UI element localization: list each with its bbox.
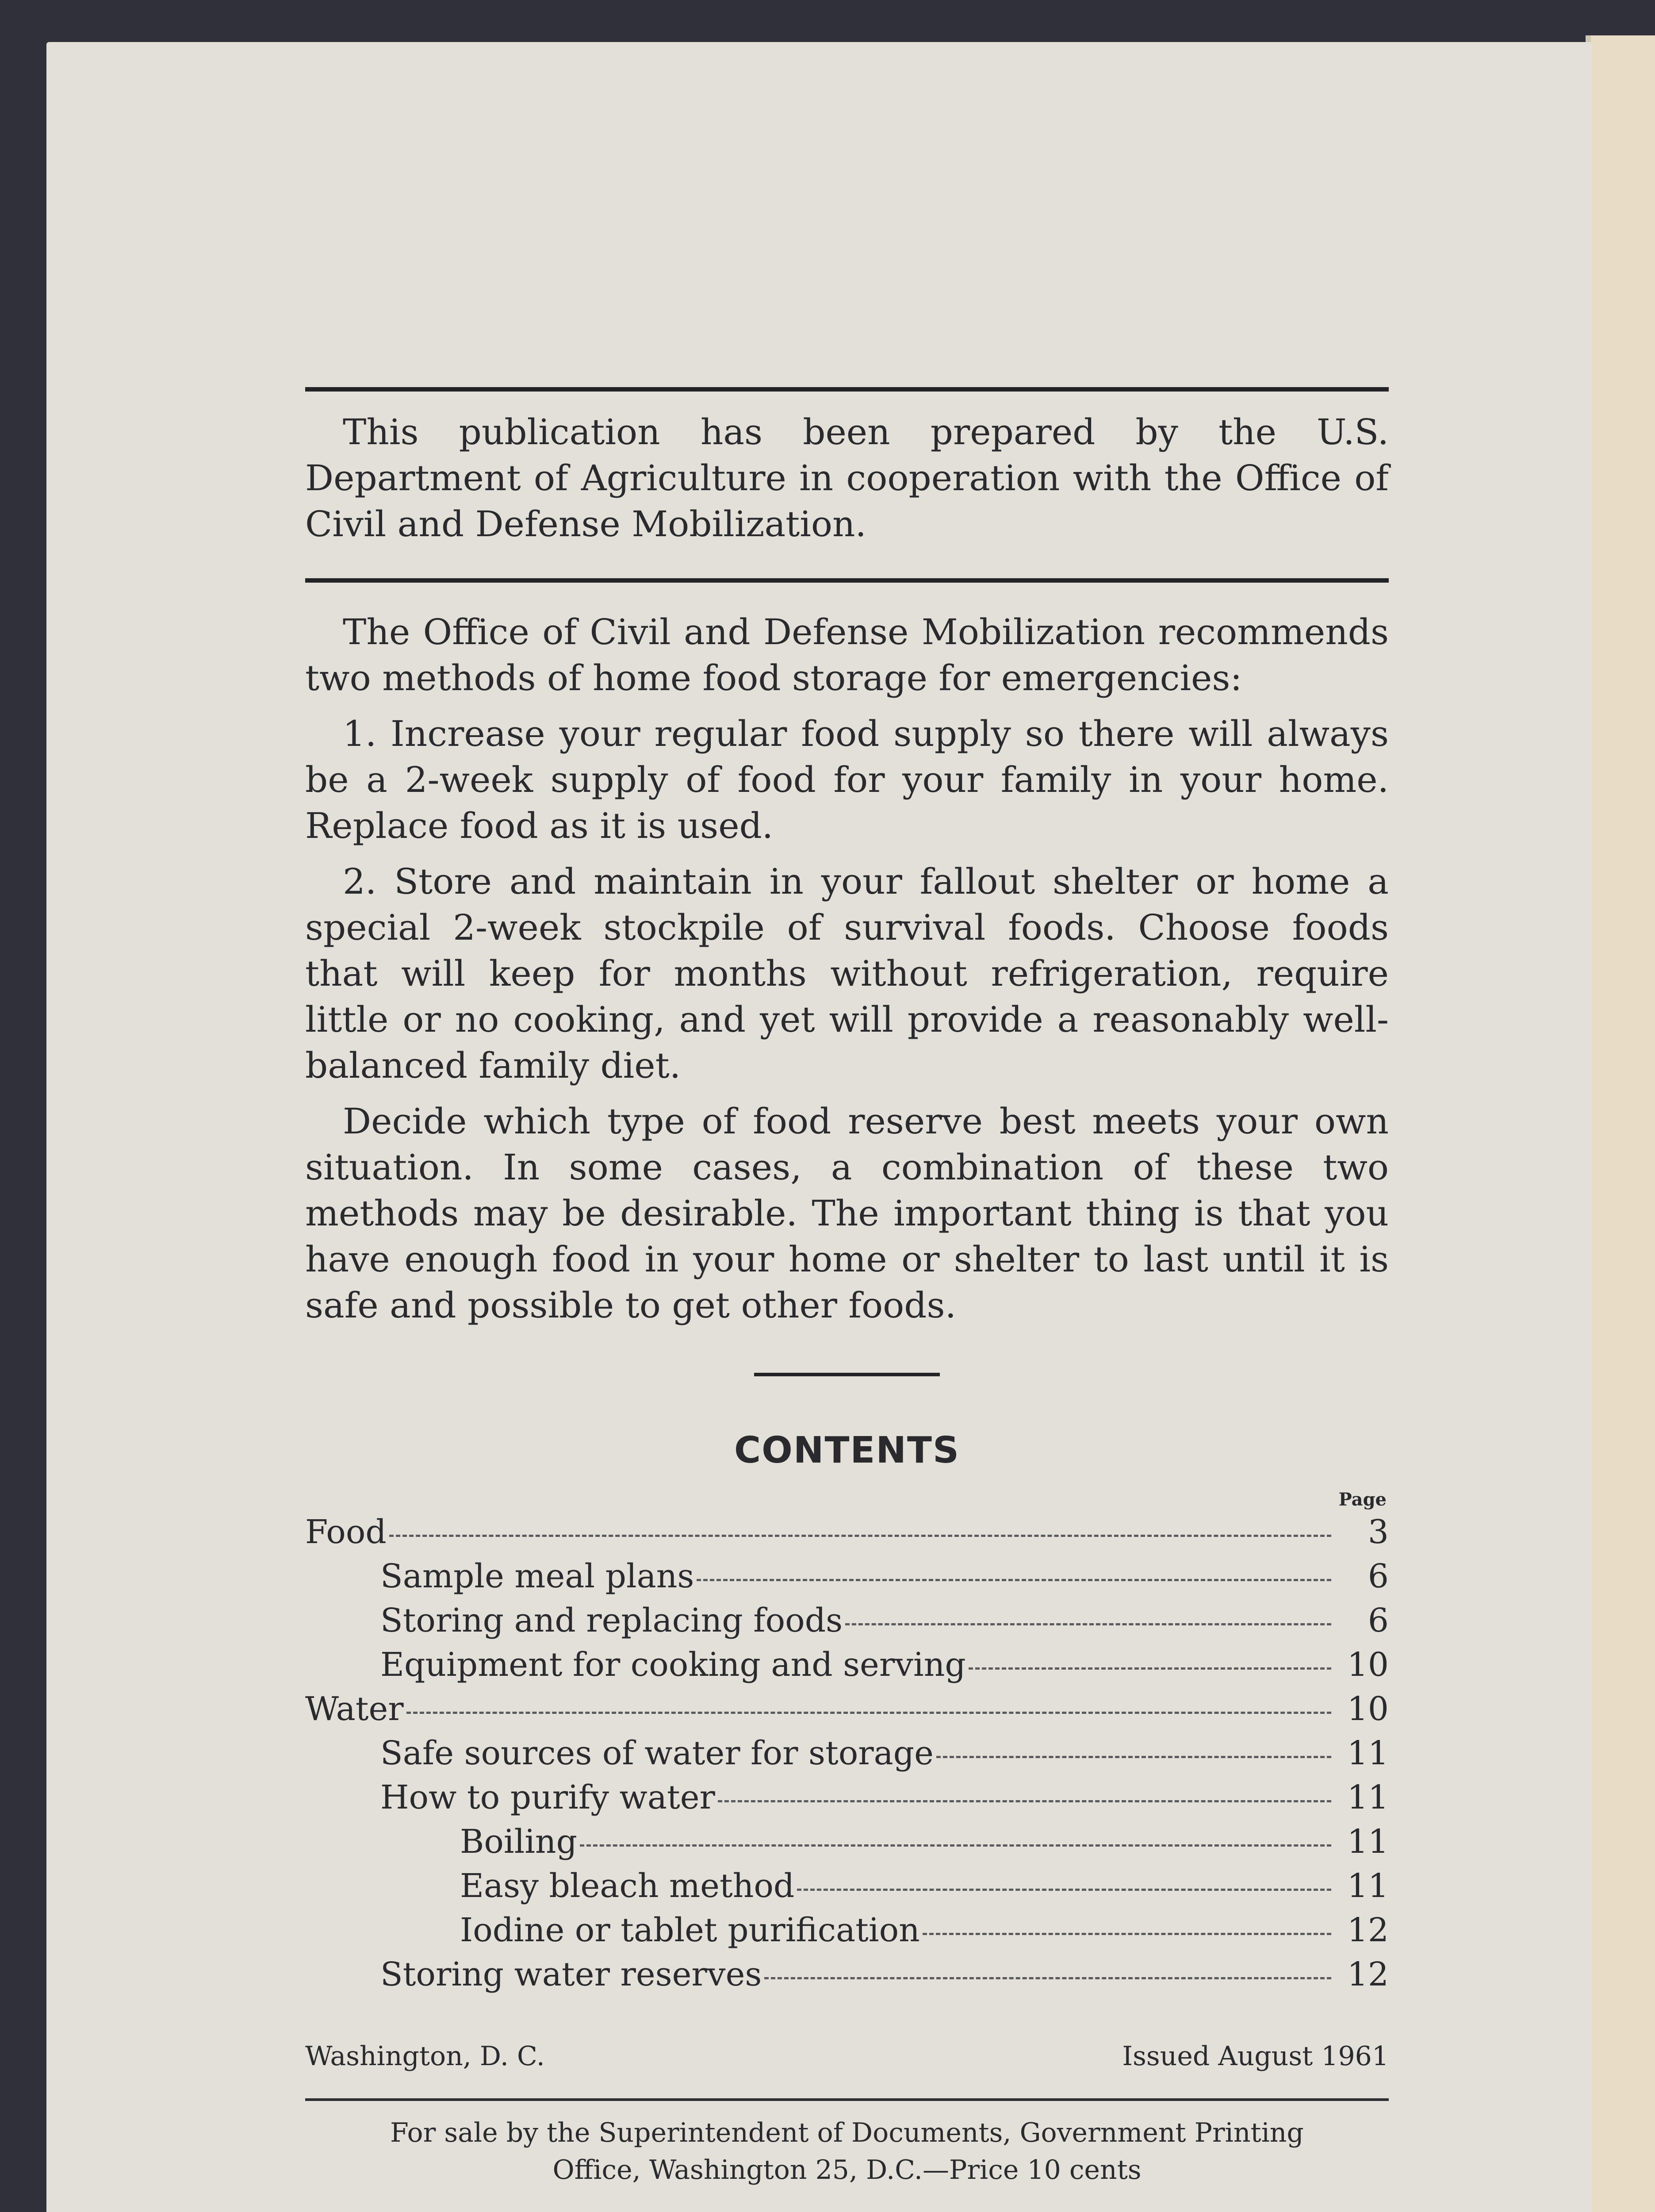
- toc-entry: [305, 1820, 1389, 1864]
- toc-entry-page: 6: [1368, 1557, 1389, 1595]
- intro-paragraph: The Office of Civil and Defense Mobilization recommends two methods of home food storage for emergencies:: [305, 611, 1389, 699]
- sale-notice: [305, 2114, 1389, 2189]
- toc-leader: [389, 1535, 1331, 1537]
- toc-entry: [305, 1643, 1389, 1687]
- toc-leader: [797, 1889, 1331, 1891]
- imprint-line: [305, 2041, 1389, 2072]
- toc-entry: [305, 1598, 1389, 1643]
- toc-leader: [845, 1623, 1331, 1625]
- contents-title: CONTENTS: [734, 1429, 960, 1471]
- toc-leader: [764, 1977, 1331, 1979]
- top-rule: [305, 387, 1389, 392]
- sale-notice-line-1: For sale by the Superintendent of Documents, Government Printing: [390, 2117, 1304, 2148]
- toc-entry-page: 6: [1368, 1601, 1389, 1640]
- toc-entry-title: Food: [305, 1513, 387, 1551]
- toc-page-header: Page: [1338, 1489, 1387, 1510]
- sale-rule: [305, 2098, 1389, 2101]
- method-2-paragraph: 2. Store and maintain in your fallout shelter or home a special 2-week stockpile of survival foods. Choose foods that will keep for months without refrigeration, require little or no cooking, and yet will provide a reasonably well-balanced family diet.: [305, 861, 1389, 1086]
- toc-entry-page: 12: [1347, 1911, 1389, 1949]
- toc-entry: [305, 1510, 1389, 1554]
- toc-entry: [305, 1687, 1389, 1731]
- toc-leader: [580, 1844, 1331, 1847]
- toc-entry-title: Iodine or tablet purification: [460, 1911, 920, 1949]
- toc-leader: [406, 1712, 1331, 1714]
- toc-leader: [969, 1667, 1331, 1670]
- toc-entry-page: 11: [1347, 1734, 1389, 1772]
- toc-entry-title: Water: [305, 1690, 404, 1728]
- toc-entry-page: 3: [1368, 1513, 1389, 1551]
- toc-leader: [718, 1800, 1331, 1802]
- page-content: [305, 387, 1389, 2189]
- toc-entry-page: 12: [1347, 1955, 1389, 1993]
- toc-entry: [305, 1908, 1389, 1952]
- credit-rule: [305, 578, 1389, 583]
- toc-entry-page: 11: [1347, 1823, 1389, 1861]
- toc-entry-page: 10: [1347, 1690, 1389, 1728]
- page-edge: [1586, 35, 1655, 2212]
- toc-leader: [697, 1579, 1331, 1581]
- toc-leader: [936, 1756, 1331, 1758]
- toc-entry: [305, 1731, 1389, 1775]
- toc-entry-title: Safe sources of water for storage: [380, 1734, 934, 1772]
- toc-entry-title: Storing and replacing foods: [380, 1601, 843, 1640]
- toc-entry-title: Storing water reserves: [380, 1955, 762, 1993]
- toc-entry: [305, 1554, 1389, 1598]
- toc-entry-page: 11: [1347, 1867, 1389, 1905]
- sale-notice-line-2: Office, Washington 25, D.C.—Price 10 cents: [552, 2154, 1142, 2185]
- toc-entry: [305, 1864, 1389, 1908]
- advice-paragraph: Decide which type of food reserve best meets your own situation. In some cases, a combination of these two methods may be desirable. The important thing is that you have enough food in your home or shelter to last until it is safe and possible to get other foods.: [305, 1101, 1389, 1326]
- toc-entry-title: Sample meal plans: [380, 1557, 694, 1595]
- toc-entry: [305, 1952, 1389, 1997]
- imprint-place: Washington, D. C.: [305, 2041, 545, 2072]
- table-of-contents: [305, 1510, 1389, 1997]
- imprint-date: Issued August 1961: [1122, 2041, 1389, 2072]
- toc-entry: [305, 1775, 1389, 1820]
- document-page: [46, 42, 1592, 2212]
- toc-entry-title: Easy bleach method: [460, 1867, 795, 1905]
- toc-leader: [923, 1933, 1331, 1935]
- toc-entry-page: 10: [1347, 1646, 1389, 1684]
- section-divider: [754, 1373, 940, 1376]
- toc-entry-page: 11: [1347, 1778, 1389, 1816]
- credit-paragraph: This publication has been prepared by the U.S. Department of Agriculture in cooperation with the Office of Civil and Defense Mobilization.: [305, 411, 1389, 545]
- method-1-paragraph: 1. Increase your regular food supply so there will always be a 2-week supply of food for your family in your home. Replace food as it is used.: [305, 713, 1389, 846]
- toc-entry-title: Equipment for cooking and serving: [380, 1646, 966, 1684]
- toc-entry-title: Boiling: [460, 1823, 577, 1861]
- toc-entry-title: How to purify water: [380, 1778, 715, 1816]
